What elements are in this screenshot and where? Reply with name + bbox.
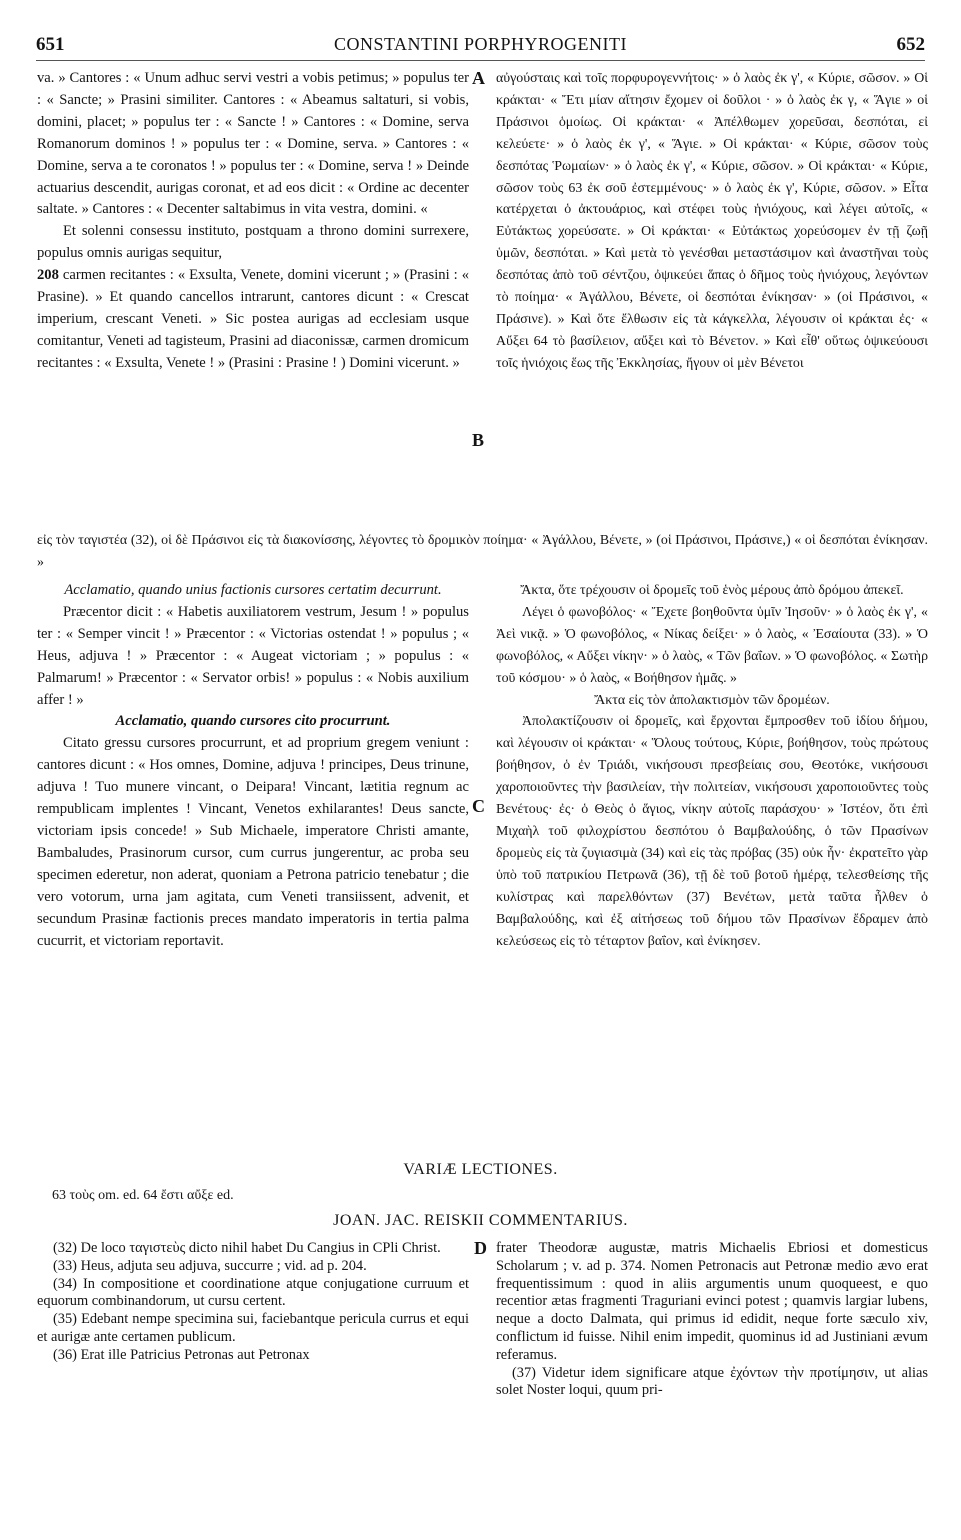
right-page-number: 652 xyxy=(896,34,925,55)
greek-paragraph: Λέγει ὁ φωνοβόλος· « Ἔχετε βοηθοῦντα ὑμῖν Ἰησοῦν· » ὁ λαὸς ἐκ γ', « Ἀεὶ νικᾷ. » Ὁ φωνοβόλος, « Νίκας δείξει· » ὁ λαὸς, « Ἐσαίουτα (33). » Ὁ φωνοβόλος, « Αὔξει νίκην· » ὁ λαὸς, « Τῶν βαΐων. » Ὁ φωνοβόλος. « Σωτὴρ τοῦ κόσμου· » ὁ λαὸς, « Βοήθησον ἡμᾶς. » xyxy=(496,604,928,686)
margin-letter-a: A xyxy=(472,68,485,88)
running-title: CONSTANTINI PORPHYROGENITI xyxy=(333,34,628,54)
greek-full-line: εἰς τὸν ταγιστέα (32), οἱ δὲ Πράσινοι εἰς τὰ διακονίσσης, λέγοντες τὸ δρομικὸν ποίημα· « Ἀγάλλου, Βένετε, » (οἱ Πράσινοι, Πράσινε,) « οἱ δεσπόται ἐνίκησαν. » xyxy=(37,533,928,570)
greek-column-top xyxy=(496,68,928,375)
section-number: 208 xyxy=(37,267,59,284)
commentary-note-33: (33) Heus, adjuta seu adjuva, succurre ; vid. ad p. 204. xyxy=(53,1257,367,1274)
commentary-note-37: (37) Videtur idem significare atque ἐχόντων τὴν προτίμησιν, ut alias solet Noster loqui, quum pri- xyxy=(496,1364,928,1399)
latin-rubric: Acclamatio, quando cursores cito procurrunt. xyxy=(115,713,391,730)
margin-letter-c: C xyxy=(472,796,485,816)
margin-letter-b: B xyxy=(472,430,485,450)
greek-full-width-lines xyxy=(37,530,928,574)
latin-text: carmen recitantes : « Exsulta, Venete, domini vicerunt ; » (Prasini : « Prasine). » Et quando cancellos intrarunt, cantores dicunt : « Crescat imperium, crescant Veneti. » Sic postea aurigas ad ecclesiam usque comitantur, Veneti ad tagisteum, Prasini ad diaconissæ, carmen dromicum recitantes : « Exsulta, Venete ! » (Prasini : Prasine ! ) Domini vicerunt. » xyxy=(37,267,469,371)
greek-paragraph: Ἀπολακτίζουσιν οἱ δρομεῖς, καὶ ἔρχονται ἔμπροσθεν τοῦ ἰδίου δήμου, καὶ λέγουσιν οἱ κράκται· « Ὅλους τούτους, Κύριε, βοήθησον, τοὺς πρώτους βοήθησον, ὁ ἐν Τριάδι, νικήσουσι πρεσβείαις σου, Θεοτόκε, νικήσουσι χαροποιοῦντες τὴν βασιλείαν, τὴν πολιτείαν, νικήσουσι χαροποιοῦντες τοὺς Βενέτους· ἐς· ὁ Θεὸς ὁ ἅγιος, νίκην αὐτοῖς παράσχου· » Ἰστέον, ὅτι ἐπὶ Μιχαὴλ τοῦ φιλοχρίστου δεσπότου ὁ Βαμβαλούδης, ὁ τῶν Πρασίνων δρομεὺς εἰς τὰ ζυγιασιμὰ (34) καὶ εἰς τὰς πρόβας (35) οὐκ ἦν· ἐκρατεῖτο γὰρ ὑπὸ τοῦ πατρικίου Πετρωνᾶ (36), τῇ δὲ τοῦ βοτοῦ ἡμέρᾳ, τελεσθείσης τῆς κυλίστρας καὶ παρελθόντων (37) Βενέτων, μετὰ ταῦτα ἦλθεν ὁ Βαμβαλούδης, καὶ ἐξ αἰτήσεως τοῦ δήμου τῶν Πρασίνων ἔδραμεν ἀπὸ κελεύσεως εἰς τὸ τέταρτον βαΐον, καὶ ἐνίκησεν. xyxy=(496,714,928,949)
latin-column-top xyxy=(37,68,469,375)
page-header xyxy=(36,34,925,56)
greek-rubric: Ἄκτα, ὅτε τρέχουσιν οἱ δρομεῖς τοῦ ἑνὸς μέρους ἀπὸ δρόμου ἀπεκεῖ. xyxy=(520,583,904,598)
latin-paragraph: Præcentor dicit : « Habetis auxiliatorem vestrum, Jesum ! » populus ter : « Semper vincit ! » Præcentor : « Victorias ostendat ! » populus ; « Heus, adjuva ! » Præcentor : « Augeat victoriam ; » populus : « Palmarum! » Præcentor : « Servator orbis! » populus : « Nobis auxilium affer ! » xyxy=(37,603,469,708)
latin-paragraph: va. » Cantores : « Unum adhuc servi vestri a vobis petimus; » populus ter : « Sancte; » Prasini similiter. Cantores : « Abeamus saltaturi, si vobis, domini, placet; » populus ter : « Sancte ! » Cantores : « Domine, serva Romanorum dominos ! » populus ter : « Domine, serva. » Cantores : « Domine, serva a te coronatos ! » populus ter : « Domine, serva ! » Deinde actuarius descendit, aurigas coronat, et ad eos dicit : « Ordine ac decenter saltate. » Cantores : « Decenter saltabimus in vita vestra, domini. « xyxy=(37,70,469,218)
greek-paragraph: αὐγούσταις καὶ τοῖς πορφυρογεννήτοις· » ὁ λαὸς ἐκ γ', « Κύριε, σῶσον. » Οἱ κράκται· « Ἔτι μίαν αἴτησιν ἔχομεν οἱ δοῦλοι · » ὁ λαὸς ἐκ γ, « Ἅγιε » οἱ Πράσινοι ὁμοίως. Οἱ κράκται· « Ἀπέλθωμεν χορεῦσαι, δεσπόται, εἰ κελεύετε· » ὁ λαὸς ἐκ γ', « Ἅγιε. » Οἱ κράκται· « Κύριε, σῶσον τοὺς δεσπότας Ῥωμαίων· » ὁ λαὸς ἐκ γ', « Κύριε, σῶσον. » Οἱ κράκται· « Κύριε, σῶσον τοὺς 63 ἐκ σοῦ ἐστεμμένους· » ὁ λαὸς ἐκ γ', Κύριε, σῶσον. » Εἶτα κατέρχεται ὁ ἀκτουάριος, καὶ στέφει τοὺς ἡνιόχους, καὶ λέγει αὐτοῖς, « Εὐτάκτως χορεύσατε. » Οἱ κράκται· « Εὐτάκτως χορεύσομεν ἐν τῇ ζωῇ ὑμῶν, δεσπόται. » Καὶ μετὰ τὸ γενέσθαι μεταστάσιμον καὶ ἀναστῆναι τοὺς δεσπότας ἀπὸ τοῦ σέντζου, ὀψικεύει ἅπας ὁ δῆμος τοὺς ἡνιόχους, λεγόντων τὸ ποίημα· « Ἀγάλλου, Βένετε, οἱ δεσπόται ἐνίκησαν· » (οἱ Πράσινοι, « Πράσινε). » Καὶ ὅτε ἔλθωσιν εἰς τὰ κάγκελλα, λέγουσιν οἱ κράκται ἐς· « Αὔξει 64 τὸ βασίλειον, αὔξει καὶ τὸ Βένετον. » Καὶ εἶθ' οὕτως ὀψικεύουσι τοῖς ἡνιόχοις ἕως τῆς Ἐκκλησίας, ἤγουν οἱ μὲν Βένετοι xyxy=(496,71,928,371)
commentary-title: JOAN. JAC. REISKII COMMENTARIUS. xyxy=(333,1212,628,1229)
greek-column-middle xyxy=(496,580,928,952)
commentary-note-35: (35) Edebant nempe specimina sui, faciebantque pericula currus et equi et aurigæ ante certamen publicum. xyxy=(37,1311,469,1345)
latin-column-middle xyxy=(37,580,469,952)
header-rule xyxy=(36,60,925,61)
commentary-note-36: (36) Erat ille Patricius Petronas aut Petronax xyxy=(53,1346,310,1363)
commentary-left-column xyxy=(37,1240,469,1365)
left-page-number: 651 xyxy=(36,34,65,55)
commentary-note-34: (34) In compositione et coordinatione atque conjugatione curruum et equorum combinandorum, ut cursu certent. xyxy=(37,1275,469,1310)
greek-rubric: Ἄκτα εἰς τὸν ἀπολακτισμὸν τῶν δρομέων. xyxy=(594,692,830,708)
latin-text: Et solenni consessu instituto, postquam a throno domini surrexere, populus omnis aurigas sequitur, xyxy=(37,223,469,262)
latin-rubric: Acclamatio, quando unius factionis cursores certatim decurrunt. xyxy=(64,582,442,598)
latin-paragraph xyxy=(37,221,469,374)
commentary-continuation: frater Theodoræ augustæ, matris Michaelis Ebriosi et domesticus Scholarum ; v. ad p. 374. Nomen Petronacis aut Petronæ medio ævo erat frequentissimum : quod in aliis argumentis unum quoqueest, e quo recentior ætas fragmenti Traguriani evinci potest ; quamvis largiar lubens, neque a docto Dalmata, qui primus id edidit, neque forte sæculo xiv, conflictum id fuisse. Nihil enim impedit, quominus id ad Justiniani ævum referamus. xyxy=(496,1240,928,1363)
margin-letter-d: D xyxy=(474,1238,487,1258)
latin-paragraph: Citato gressu cursores procurrunt, et ad proprium gregem veniunt : cantores dicunt : « Hos omnes, Domine, adjuva ! principes, Deus trinune, adjuva ! Tuo munere vincant, o Deipara! Vincant, lætitia regnum ac rempublicam implentes ! Vincant, Venetos exhilarantes! Deus sancte, victoriam ipsis concede! » Sub Michaele, imperatore Christi amante, Bambaludes, Prasinorum cursor, cum currus jungerentur, ac proba seu specimen ederetur, non aderat, quoniam a Petrona patricio tenebatur ; die vero votorum, urna jam agitata, cum Veneti transiissent, advenit, et secundum Prasinæ factionis preces mandato imperatoris in tertia palma cucurrit, et victoriam reportavit. xyxy=(37,735,469,949)
variae-lectiones-text: 63 τοὺς om. ed. 64 ἔστι αὔξε ed. xyxy=(52,1188,234,1203)
commentary-note-32: (32) De loco ταγιστεὺς dicto nihil habet Du Cangius in CPli Christ. xyxy=(53,1240,441,1256)
variae-lectiones-title: VARIÆ LECTIONES. xyxy=(403,1161,558,1178)
commentary-right-column xyxy=(496,1240,928,1400)
